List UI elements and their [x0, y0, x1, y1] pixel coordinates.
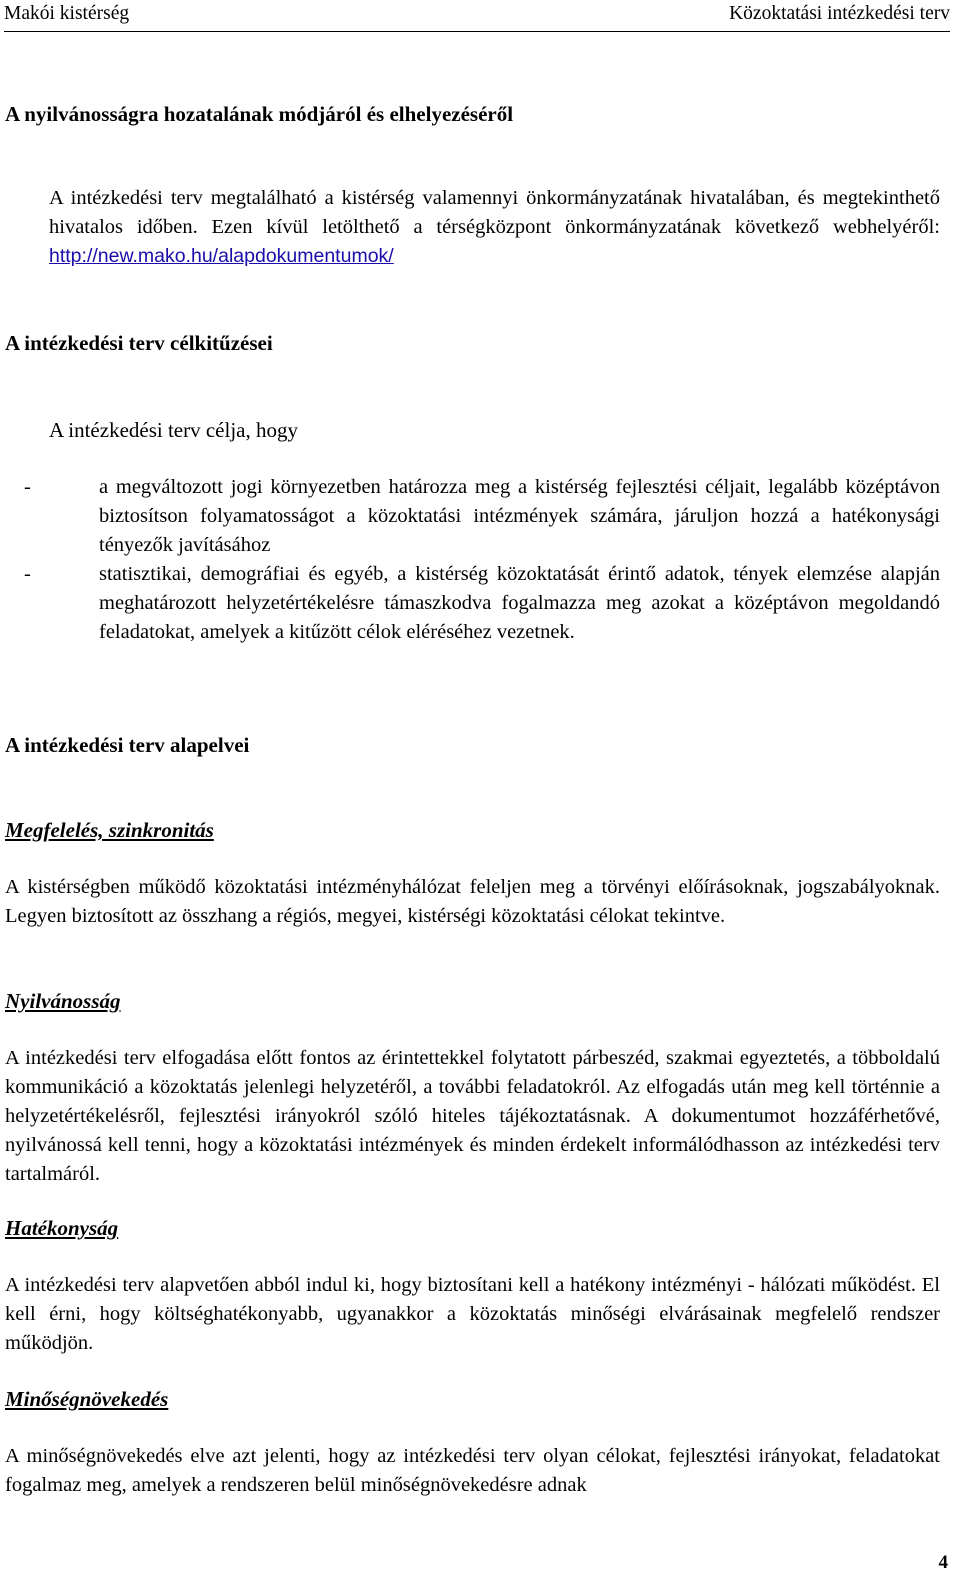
- website-link[interactable]: http://new.mako.hu/alapdokumentumok/: [49, 245, 394, 267]
- principle-text-publicity: A intézkedési terv elfogadása előtt fontos az érintettekkel folytatott párbeszéd, szakmai egyeztetés, a többoldalú kommunikáció a közoktatás jelenlegi helyzetéről, a további feladatokról. Az elfogadás után meg kell történnie a helyzetértékelésről, fejlesztési irányokról szóló hiteles tájékoztatásnak. A dokumentumot hozzáférhetővé, nyilvánossá kell tenni, hogy a közoktatási intézmények és minden érdekelt informálódhasson az intézkedési terv tartalmáról.: [5, 1047, 940, 1185]
- bullet-dash: -: [24, 563, 31, 585]
- list-item-text: a megváltozott jogi környezetben határozza meg a kistérség fejlesztési céljait, legalább középtávon biztosítson folyamatosságot a közoktatási intézmények számára, járuljon hozzá a hatékonysági tényezők javításához: [99, 476, 940, 556]
- header-document-name: Közoktatási intézkedési terv: [729, 3, 950, 24]
- page-number: 4: [938, 1552, 948, 1573]
- header-divider: [4, 31, 950, 32]
- publication-heading: A nyilvánosságra hozatalának módjáról és elhelyezéséről: [5, 102, 514, 126]
- principle-text-quality: A minőségnövekedés elve azt jelenti, hogy az intézkedési terv olyan célokat, fejlesztési irányokat, feladatokat fogalmaz meg, amelyek a rendszeren belül minőségnövekedésre adnak: [5, 1445, 940, 1496]
- list-item: [5, 560, 940, 647]
- principle-text-conformity: A kistérségben működő közoktatási intézményhálózat feleljen meg a törvényi előírásoknak, jogszabályoknak. Legyen biztosított az összhang a régiós, megyei, kistérségi közoktatási célokat tekintve.: [5, 876, 940, 927]
- header-title: Makói kistérség: [4, 3, 130, 24]
- principle-title-conformity: Megfelelés, szinkronitás: [5, 818, 214, 842]
- list-item-text: statisztikai, demográfiai és egyéb, a kistérség közoktatását érintő adatok, tények elemzése alapján meghatározott helyzetértékelésre támaszkodva fogalmazza meg azokat a középtávon megoldandó feladatokat, amelyek a kitűzött célok eléréséhez vezetnek.: [99, 563, 940, 643]
- principle-text-efficiency: A intézkedési terv alapvetően abból indul ki, hogy biztosítani kell a hatékony intézményi - hálózati működést. El kell érni, hogy költséghatékonyabb, ugyanakkor a közoktatás minőségi elvárásainak megfelelő rendszer működjön.: [5, 1274, 940, 1354]
- goals-heading: A intézkedési terv célkitűzései: [5, 331, 273, 355]
- principles-heading: A intézkedési terv alapelvei: [5, 733, 250, 757]
- goals-intro: A intézkedési terv célja, hogy: [49, 418, 298, 442]
- principle-title-efficiency: Hatékonyság: [5, 1216, 119, 1240]
- principle-title-quality: Minőségnövekedés: [5, 1387, 169, 1411]
- publication-paragraph: [49, 184, 940, 271]
- principle-title-publicity: Nyilvánosság: [5, 989, 121, 1013]
- goals-list: [5, 473, 940, 647]
- bullet-dash: -: [24, 476, 31, 498]
- list-item: [5, 473, 940, 560]
- publication-text: A intézkedési terv megtalálható a kistérség valamennyi önkormányzatának hivatalában, és megtekinthető hivatalos időben. Ezen kívül letölthető a térségközpont önkormányzatának következő webhelyéről:: [49, 187, 940, 238]
